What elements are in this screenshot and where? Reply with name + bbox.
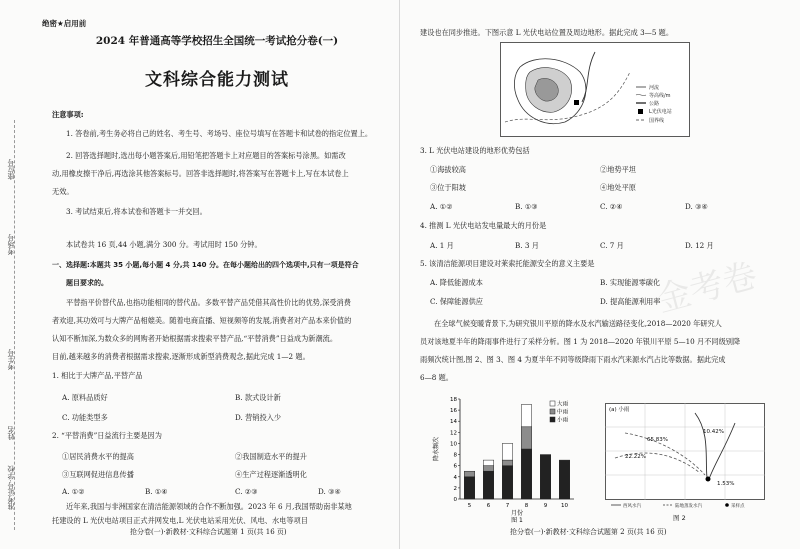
passage-4-line-1: 在全球气候变暖背景下,为研究银川平原的降水及水汽输送路径变化,2018—2020 年研究人 [434, 319, 722, 328]
question-1: 1. 相比于大牌产品,平替产品 [52, 371, 143, 380]
q1-option-c[interactable]: C. 功能类型多 [62, 413, 108, 422]
right-page [400, 0, 800, 549]
legend-border: 国界线 [649, 118, 665, 124]
x-tick-label: 8 [524, 503, 529, 509]
x-tick-label: 10 [561, 503, 568, 509]
watermark: 金考卷 [652, 255, 762, 321]
passage-4-line-2: 员对该地夏半年的降雨事件进行了采样分析。图 1 为 2018—2020 年银川平原 5—10 月不同级别降 [420, 337, 741, 346]
q2-option-c[interactable]: C. ②③ [235, 487, 258, 496]
q2-item-3: ③互联网促进信息传播 [62, 470, 134, 479]
q3-item-4: ④地处平原 [600, 183, 636, 192]
map-legend-sample: 采样点 [731, 504, 745, 508]
q3-option-d[interactable]: D. ③④ [685, 202, 708, 211]
q4-option-b[interactable]: B. 3 月 [515, 241, 539, 250]
exam-info: 本试卷共 16 页,44 小题,满分 300 分。考试用时 150 分钟。 [66, 240, 262, 249]
bar-小雨-10 [559, 460, 569, 499]
legend-station: L光伏电站 [649, 109, 672, 115]
q2-option-d[interactable]: D. ③④ [318, 487, 341, 496]
y-tick-label: 18 [450, 397, 457, 403]
q2-option-b[interactable]: B. ①④ [145, 487, 168, 496]
map-pct-westerly: 65.83% [647, 437, 668, 443]
passage-1-line-4: 目前,越来越多的消费者根据需求搜索,逐渐形成新型消费观念,据此完成 1—2 题。 [52, 352, 310, 361]
legend-label-大雨: 大雨 [557, 401, 569, 408]
x-tick-label: 5 [467, 503, 472, 509]
secret-mark: 绝密★启用前 [42, 19, 87, 28]
y-tick-label: 12 [450, 430, 457, 437]
y-tick-label: 0 [453, 497, 457, 503]
subject-title: 文科综合能力测试 [145, 70, 289, 90]
q4-option-c[interactable]: C. 7 月 [600, 241, 624, 250]
q2-item-4: ④生产过程逐渐透明化 [235, 470, 307, 479]
q2-item-1: ①居民消费水平的提高 [62, 452, 134, 461]
q3-option-a[interactable]: A. ①② [430, 202, 453, 211]
legend-river: 河流 [649, 85, 660, 91]
side-label-examinee: 考生号 [7, 349, 15, 370]
map-legend-land: 陆地蒸发水汽 [675, 504, 702, 508]
y-tick-label: 14 [450, 419, 457, 426]
passage-1-line-3: 认知不断加深,为数众多的网购者开始根据需求搜索平替产品,“平替消费”日益成为新潮流。 [52, 334, 338, 343]
y-tick-label: 2 [453, 485, 457, 492]
question-2: 2. “平替消费”日益流行主要是因为 [52, 431, 162, 440]
q2-option-a[interactable]: A. ①② [62, 487, 85, 496]
passage-4-line-3: 雨频次统计图,图 2、图 3、图 4 为夏半年不同等级降雨下雨水汽来源水汽占比等数据。据此完成 [420, 355, 726, 364]
notice-2-cont: 动,用橡皮擦干净后,再选涂其他答案标号。回答非选择题时,将答案写在答题卡上,写在本试卷上 [52, 169, 349, 178]
footer-page-1: 抢分卷(一)·新教材·文科综合试题第 1 页(共 16 页) [130, 528, 287, 536]
q1-option-b[interactable]: B. 款式设计新 [235, 393, 281, 402]
notice-3: 3. 考试结束后,将本试卷和答题卡一并交回。 [66, 207, 207, 216]
legend-label-小雨: 小雨 [557, 417, 569, 424]
q1-option-a[interactable]: A. 原料品质好 [62, 393, 108, 402]
q5-option-a[interactable]: A. 降低能源成本 [430, 278, 483, 287]
bar-小雨-8 [521, 449, 531, 499]
passage-4-line-4: 6—8 题。 [420, 373, 453, 382]
y-tick-label: 8 [453, 452, 457, 459]
notice-1: 1. 答卷前,考生务必将自己的姓名、考生号、考场号、座位号填写在答题卡和试卷的指定位置上。 [66, 129, 373, 138]
q4-option-d[interactable]: D. 12 月 [685, 241, 714, 250]
bar-小雨-5 [464, 477, 474, 499]
bar-中雨-7 [502, 460, 512, 466]
bar-小雨-6 [483, 471, 493, 499]
map-pct-local: 1.53% [717, 481, 735, 487]
notice-heading: 注意事项: [52, 110, 84, 119]
y-tick-label: 16 [450, 408, 457, 415]
legend-swatch-中雨 [550, 409, 555, 414]
x-tick-label: 7 [505, 503, 510, 509]
map-legend-westerly: 西风水汽 [623, 504, 641, 508]
y-tick-label: 6 [453, 463, 457, 470]
passage-1-line-1: 平替指平价替代品,也指功能相同的替代品。多数平替产品凭借其高性价比的优势,深受消费 [66, 298, 351, 307]
bar-大雨-6 [483, 460, 493, 466]
map-pct-north: 10.42% [703, 429, 724, 435]
y-tick-label: 4 [453, 474, 457, 481]
legend-swatch-大雨 [550, 401, 555, 406]
passage-3-intro: 建设也在同步推进。下图示意 L 光伏电站位置及周边地形。据此完成 3—5 题。 [420, 28, 674, 37]
q3-item-1: ①海拔较高 [430, 165, 466, 174]
question-3: 3. L 光伏电站建设的地形优势包括 [420, 146, 530, 155]
question-4: 4. 推测 L 光伏电站发电量最大的月份是 [420, 221, 547, 230]
bar-中雨-6 [483, 466, 493, 472]
passage-2-line-2: 托建设的 L 光伏电站项目正式并网发电,L 光伏电站采用光伏、风电、水电等项目 [52, 516, 308, 525]
q5-option-d[interactable]: D. 提高能源利用率 [600, 297, 661, 306]
map-panel-title: (a) 小雨 [609, 407, 630, 413]
bar-小雨-7 [502, 466, 512, 499]
q3-item-2: ②地势平坦 [600, 165, 636, 174]
section-1-heading: 一、选择题:本题共 35 小题,每小题 4 分,共 140 分。在每小题给出的四个选项中,只有一项是符合 [52, 261, 359, 269]
side-label-seat: 座位号 [7, 159, 15, 180]
figure-1-label: 图 1 [511, 517, 523, 523]
x-tick-label: 9 [543, 503, 548, 509]
legend-contour: 等高线/m [649, 93, 671, 99]
section-1-heading-cont: 题目要求的。 [66, 279, 108, 287]
sampling-point-marker [706, 477, 711, 482]
notice-2: 2. 回答选择题时,选出每小题答案后,用铅笔把答题卡上对应题目的答案标号涂黑。如需改 [66, 151, 346, 160]
passage-1-line-2: 者欢迎,其功效可与大牌产品相媲美。随着电商直播、短视频等的发展,消费者对产品本来价值的 [52, 316, 352, 325]
q1-option-d[interactable]: D. 营销投入少 [235, 413, 282, 422]
q4-option-a[interactable]: A. 1 月 [430, 241, 454, 250]
exam-title: 2024 年普通高等学校招生全国统一考试抢分卷(一) [95, 35, 339, 47]
footer-page-2: 抢分卷(一)·新教材·文科综合试题第 2 页(共 16 页) [510, 528, 667, 536]
question-5: 5. 该清洁能源项目建设对莱索托能源安全的意义主要是 [420, 259, 595, 268]
side-label-room: 考场号 [7, 234, 15, 255]
q5-option-b[interactable]: B. 实现能源零碳化 [600, 278, 661, 287]
q3-option-c[interactable]: C. ②④ [600, 202, 623, 211]
power-station-marker [574, 100, 579, 105]
q5-option-c[interactable]: C. 保障能源供应 [430, 297, 483, 306]
x-tick-label: 6 [486, 503, 491, 509]
q2-item-2: ②我国制造水平的提升 [235, 452, 307, 461]
legend-swatch-小雨 [550, 417, 555, 422]
bar-大雨-8 [521, 405, 531, 427]
passage-2-line-1: 近年来,我国与非洲国家在清洁能源领域的合作不断加强。2023 年 6 月,我国帮助南非某地 [66, 502, 352, 511]
notice-2-end: 无效。 [52, 187, 74, 196]
bar-小雨-9 [540, 455, 550, 499]
side-label-school: 准考证号·学校 [7, 465, 15, 510]
q3-item-3: ③位于阳坡 [430, 183, 466, 192]
map-pct-second: 22.22% [625, 454, 646, 460]
q3-option-b[interactable]: B. ①③ [515, 202, 538, 211]
legend-label-中雨: 中雨 [557, 409, 569, 416]
y-axis-label: 降水频次 [433, 436, 440, 462]
legend-road: 公路 [649, 101, 660, 107]
figure-2-label: 图 2 [673, 514, 686, 522]
rain-frequency-chart [430, 393, 580, 523]
bar-中雨-8 [521, 427, 531, 449]
side-label-name: 姓名 [7, 426, 15, 440]
x-axis-label: 月份 [510, 510, 524, 517]
bar-中雨-5 [464, 471, 474, 477]
y-tick-label: 10 [450, 441, 457, 448]
topo-map [500, 42, 690, 137]
vapor-source-map [605, 403, 765, 508]
bar-大雨-7 [502, 443, 512, 460]
